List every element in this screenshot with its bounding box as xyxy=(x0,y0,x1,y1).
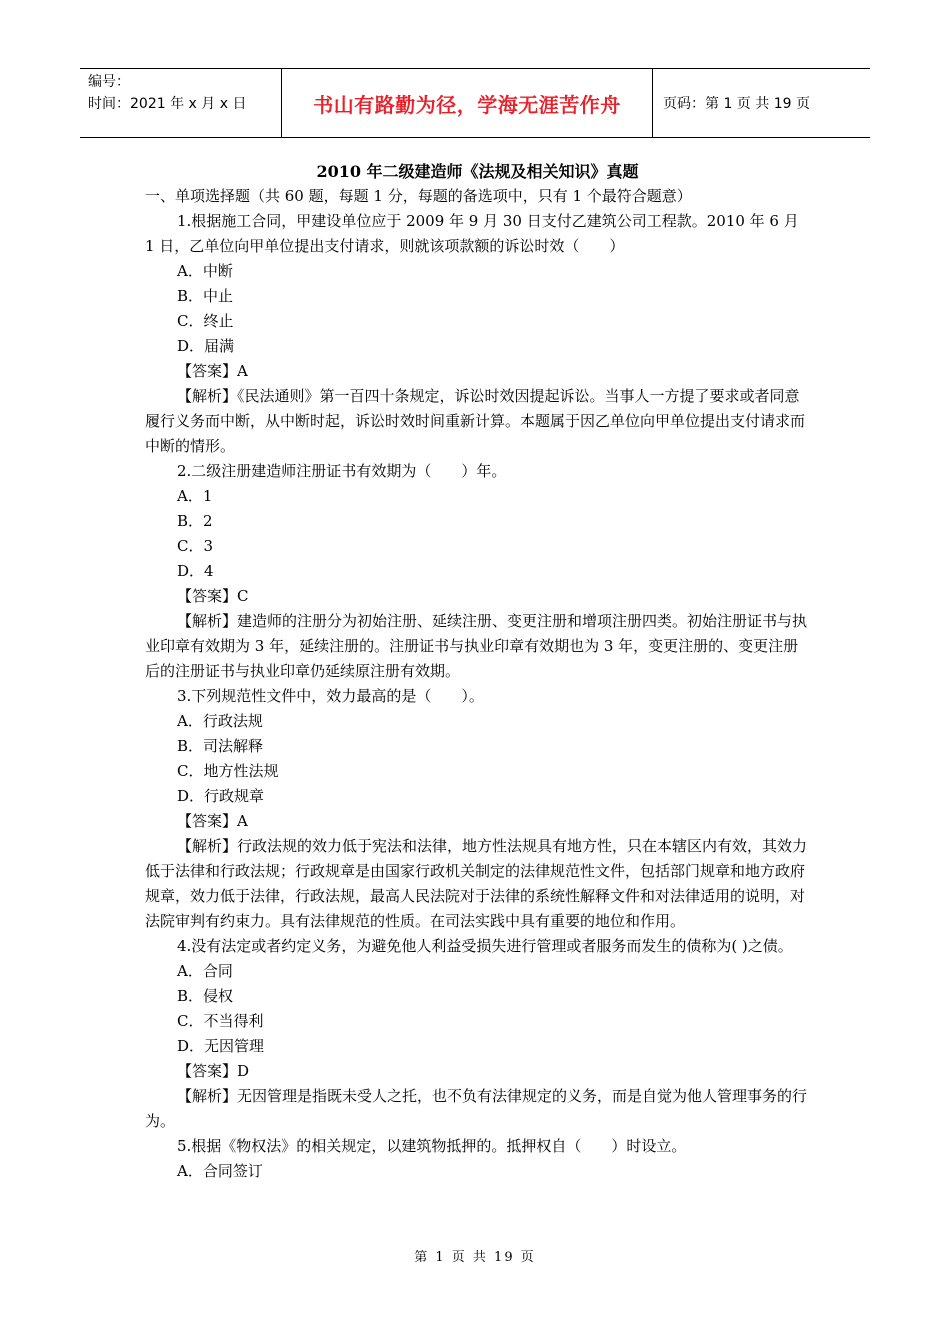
q1-option-c: C．终止 xyxy=(177,312,234,330)
q1-option-a: A．中断 xyxy=(177,262,233,280)
q4-option-b: B．侵权 xyxy=(177,987,234,1005)
q3-option-b: B．司法解释 xyxy=(177,737,264,755)
q3-option-c: C．地方性法规 xyxy=(177,762,279,780)
time-label: 时间：2021 年 x 月 x 日 xyxy=(88,96,247,112)
q4-option-d: D．无因管理 xyxy=(177,1037,265,1055)
q4-option-a: A．合同 xyxy=(177,962,233,980)
q1-option-b: B．中止 xyxy=(177,287,234,305)
q2-option-d: D．4 xyxy=(177,562,214,580)
header-motto: 书山有路勤为径，学海无涯苦作舟 xyxy=(281,69,653,137)
q2-option-c: C．3 xyxy=(177,537,214,555)
q2-option-a: A．1 xyxy=(177,487,213,505)
q2-option-b: B．2 xyxy=(177,512,213,530)
q3-option-d: D．行政规章 xyxy=(177,787,265,805)
page-footer: 第 1 页 共 19 页 xyxy=(414,1250,536,1265)
q4-option-c: C．不当得利 xyxy=(177,1012,264,1030)
header-info xyxy=(80,69,281,137)
page-header xyxy=(80,68,870,138)
q3-answer: 【答案】A xyxy=(177,812,248,830)
q3-analysis: 【解析】行政法规的效力低于宪法和法律，地方性法规具有地方性，只在本辖区内有效，其效力低于法律和行政法规；行政规章是由国家行政机关制定的法律规范性文件，包括部门规章和地方政府规章，效力低于法律，行政法规，最高人民法院对于法律的系统性解释文件和对法律适用的说明，对法院审判有约束力。具有法律规范的性质。在司法实践中具有重要的地位和作用。 xyxy=(145,837,808,930)
q1-answer: 【答案】A xyxy=(177,362,248,380)
number-label: 编号： xyxy=(88,74,130,90)
question-4: 4.没有法定或者约定义务，为避免他人利益受损失进行管理或者服务而发生的债称为( )之债。 xyxy=(177,937,793,955)
q3-option-a: A．行政法规 xyxy=(177,712,263,730)
q4-analysis: 【解析】无因管理是指既未受人之托，也不负有法律规定的义务，而是自觉为他人管理事务的行为。 xyxy=(145,1087,808,1130)
question-5: 5.根据《物权法》的相关规定，以建筑物抵押的。抵押权自（ ）时设立。 xyxy=(177,1137,687,1155)
question-2: 2.二级注册建造师注册证书有效期为（ ）年。 xyxy=(177,462,507,480)
q1-option-d: D．届满 xyxy=(177,337,235,355)
q2-answer: 【答案】C xyxy=(177,587,249,605)
header-page-info: 页码：第 1 页 共 19 页 xyxy=(663,96,810,112)
q5-option-a: A．合同签订 xyxy=(177,1162,263,1180)
document-title: 2010 年二级建造师《法规及相关知识》真题 xyxy=(316,162,639,181)
question-3: 3.下列规范性文件中，效力最高的是（ ）。 xyxy=(177,687,484,705)
document-body xyxy=(145,160,810,1184)
question-1: 1.根据施工合同，甲建设单位应于 2009 年 9 月 30 日支付乙建筑公司工程款。2010 年 6 月 1 日，乙单位向甲单位提出支付请求，则就该项款额的诉讼时效（ ） xyxy=(145,212,799,255)
q2-analysis: 【解析】建造师的注册分为初始注册、延续注册、变更注册和增项注册四类。初始注册证书与执业印章有效期为 3 年，延续注册的。注册证书与执业印章有效期也为 3 年，变更注册的、变更注册后的注册证书与执业印章仍延续原注册有效期。 xyxy=(145,612,808,680)
q1-analysis: 【解析】《民法通则》第一百四十条规定，诉讼时效因提起诉讼。当事人一方提了要求或者同意履行义务而中断，从中断时起，诉讼时效时间重新计算。本题属于因乙单位向甲单位提出支付请求而中断的情形。 xyxy=(145,387,806,455)
q4-answer: 【答案】D xyxy=(177,1062,250,1080)
section-heading: 一、单项选择题（共 60 题，每题 1 分，每题的备选项中，只有 1 个最符合题意） xyxy=(145,187,692,205)
